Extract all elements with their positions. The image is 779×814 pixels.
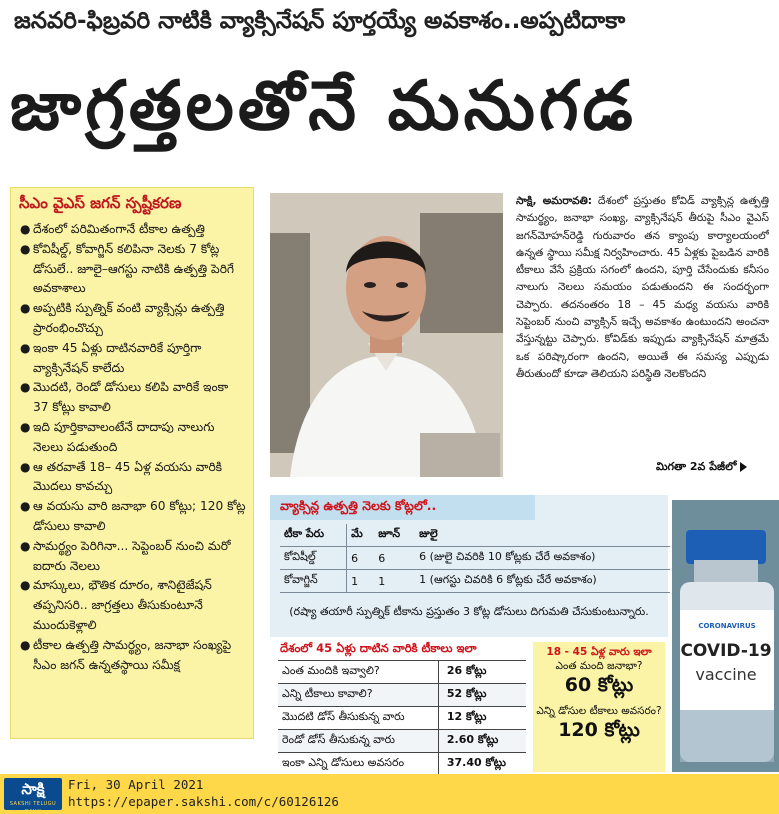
news-photo: [270, 193, 503, 477]
table-cell: 2.60 కోట్లు: [438, 730, 526, 753]
footer-date: Fri, 30 April 2021: [68, 777, 204, 792]
bullet-icon: ●: [20, 380, 31, 395]
vaccination-table: [278, 660, 526, 776]
bullet-icon: ●: [20, 301, 31, 316]
table-header: మే: [347, 524, 375, 547]
bullet-icon: ●: [20, 222, 31, 236]
production-table: [280, 524, 670, 593]
logo-subtext: SAKSHI TELUGU DAILY: [9, 801, 57, 814]
sakshi-logo[interactable]: [4, 778, 62, 814]
footer-bar: [0, 774, 779, 814]
vaccination-table-title: దేశంలో 45 ఏళ్లు దాటిన వారికి టీకాలు ఇలా: [280, 641, 477, 655]
table-cell: 37.40 కోట్లు: [438, 753, 526, 776]
table-header-row: [280, 524, 670, 547]
population-value: 60 కోట్లు: [564, 674, 634, 696]
list-item: ● మొదటి, రెండో డోసులు కలిపి వారికే ఇంకా 37 కోట్లు కావాలి: [20, 380, 229, 415]
age-group-title: 18 - 45 ఏళ్ల వారు ఇలా: [546, 646, 652, 658]
table-cell: కోవాగ్జిన్: [280, 570, 347, 593]
list-item: ● ఆ తరవాతే 18– 45 ఏళ్ల వయసు వారికి మొదలు కావచ్చు: [20, 459, 223, 494]
sidebar-list: [19, 220, 247, 675]
doses-question: ఎన్ని డోసుల టీకాలు అవసరం?: [536, 705, 662, 717]
bullet-icon: ●: [20, 340, 31, 355]
table-row: [280, 570, 670, 593]
bullet-icon: ●: [20, 499, 31, 514]
table-header: జూన్: [374, 524, 415, 547]
list-item: ● మాస్కులు, భౌతిక దూరం, శానిటైజేషన్ తప్పనిసరి.. జాగ్రత్తలు తీసుకుంటూనే ముందుకెళ్లాలి: [20, 578, 212, 632]
article-body: [516, 193, 769, 479]
table-row: [278, 753, 526, 776]
production-note: (రష్యా తయారీ స్పుత్నిక్ టీకాను ప్రస్తుతం 3 కోట్ల డోసులు దిగుమతి చేసుకుంటున్నారు.: [289, 605, 649, 618]
table-cell: 1: [347, 570, 375, 593]
table-cell: కోవిషీల్డ్: [280, 547, 347, 570]
footer-url-link[interactable]: https://epaper.sakshi.com/c/60126126: [68, 794, 339, 809]
table-cell: 1 (ఆగస్టు చివరికి 6 కోట్లకు చేరే అవకాశం): [415, 570, 670, 593]
sidebar-title: సీఎం వైఎస్ జగన్ స్పష్టీకరణ: [19, 194, 182, 212]
bullet-icon: ●: [20, 538, 31, 553]
table-header: జులై: [415, 524, 670, 547]
table-cell: 6: [374, 547, 415, 570]
kicker-headline: జనవరి-ఫిబ్రవరి నాటికి వ్యాక్సినేషన్ పూర్తయ్యే అవకాశం..అప్పటిదాకా: [14, 8, 626, 34]
list-item: ● కోవిషీల్డ్, కోవాగ్జిన్ కలిపినా నెలకు 7 కోట్ల డోసులే.. జూలై–ఆగస్టు నాటికి ఉత్పత్తి పెరిగే అవకాశాలు: [20, 241, 235, 296]
sidebar-box: [10, 187, 254, 739]
table-cell: 52 కోట్లు: [438, 684, 526, 707]
table-cell: 1: [374, 570, 415, 593]
article-lead: సాక్షి, అమరావతి:: [516, 195, 593, 207]
table-row: [278, 707, 526, 730]
vaccine-line2-text: vaccine: [695, 665, 757, 684]
list-item: ● అప్పటికి స్పుత్నిక్ వంటి వ్యాక్సిన్లు ఉత్పత్తి ప్రారంభించొచ్చు: [20, 301, 225, 335]
list-item: ● టీకాల ఉత్పత్తి సామర్థ్యం, జనాభా సంఖ్యపై సీఎం జగన్ ఉన్నతస్థాయి సమీక్ష: [20, 637, 232, 672]
table-cell: ఎంత మందికి ఇవ్వాలి?: [278, 661, 438, 684]
person-photo-illustration: [270, 193, 503, 477]
list-item: ● ఇంకా 45 ఏళ్లు దాటినవారికే పూర్తిగా వ్యాక్సినేషన్ కాలేదు: [20, 340, 202, 375]
article-text: దేశంలో ప్రస్తుతం కోవిడ్ వ్యాక్సిన్ల ఉత్పత్తి సామర్థ్యం, జనాభా సంఖ్య, వ్యాక్సినేషన్ తీరుపై సీఎం వైఎస్ జగన్‌మోహన్‌రెడ్డి గురువారం తన క్యాంపు కార్యాలయంలో ఉన్నత స్థాయి సమీక్ష నిర్వహించారు. 45 ఏళ్లకు పైబడిన వారికి టీకాలు వేసే ప్రక్రియ సగంలో ఉందని, పూర్తి చేసేందుకు కనీసం నాలుగు నెలలు సమయం పడుతుందని ఈ సందర్భంగా చెప్పారు. తదనంతరం 18 – 45 మధ్య వయసు వారికి సెప్టెంబర్ నుంచి వ్యాక్సిన్ ఇచ్చే అవకాశం ఉంటుందని అంచనా వేస్తున్నట్టు చెప్పారు. కోవిడ్‌కు ఇప్పుడు వ్యాక్సినేషన్ మాత్రమే ఒక పరిష్కారంగా ఉందని, అయితే ఈ సమస్య ఎప్పుడు తీరుతుందో కూడా తెలియని పరిస్థితి నెలకొందని: [516, 195, 769, 380]
list-item: ● ఇది పూర్తికావాలంటేనే దాదాపు నాలుగు నెలలు పడుతుంది: [20, 419, 215, 454]
production-table-title: వ్యాక్సిన్ల ఉత్పత్తి నెలకు కోట్లలో..: [270, 495, 535, 520]
bullet-icon: ●: [20, 419, 31, 434]
main-headline: జాగ్రత్తలతోనే మనుగడ: [10, 67, 637, 146]
bullet-icon: ●: [20, 578, 31, 593]
logo-text: సాక్షి: [21, 780, 45, 798]
age-group-box: [533, 642, 665, 772]
production-table-box: [270, 495, 668, 637]
list-item: ● దేశంలో పరిమితంగానే టీకాల ఉత్పత్తి: [19, 220, 247, 240]
table-header: టీకా పేరు: [280, 524, 347, 547]
table-row: [278, 661, 526, 684]
table-cell: 26 కోట్లు: [438, 661, 526, 684]
doses-value: 120 కోట్లు: [558, 719, 640, 741]
table-cell: రెండో డోస్ తీసుకున్న వారు: [278, 730, 438, 753]
continued-note: మిగతా 2వ పేజీలో: [656, 460, 747, 476]
table-cell: 12 కోట్లు: [438, 707, 526, 730]
table-row: [278, 730, 526, 753]
table-cell: ఇంకా ఎన్ని డోసులు అవసరం: [278, 753, 438, 776]
vaccine-vial-icon: [672, 500, 779, 772]
vaccine-vial-graphic: [672, 500, 779, 772]
list-item: ● ఆ వయసు వారి జనాభా 60 కోట్లు; 120 కోట్ల డోసులు కావాలి: [20, 499, 246, 533]
table-row: [280, 547, 670, 570]
bullet-icon: ●: [20, 459, 31, 474]
bullet-icon: ●: [20, 637, 31, 652]
bullet-icon: ●: [20, 241, 31, 256]
arrow-right-icon: [740, 462, 747, 472]
list-item: ● సామర్థ్యం పెరిగినా... సెప్టెంబర్ నుంచి మరో ఐదారు నెలలు: [20, 538, 231, 573]
population-question: ఎంత మంది జనాభా?: [555, 660, 643, 672]
vaccine-brand-text: CORONAVIRUS: [698, 622, 756, 630]
table-cell: 6: [347, 547, 375, 570]
vaccine-line1-text: COVID-19: [680, 641, 772, 661]
table-cell: ఎన్ని టీకాలు కావాలి?: [278, 684, 438, 707]
vaccination-table-box: [270, 637, 528, 771]
table-row: [278, 684, 526, 707]
table-cell: 6 (జులై చివరికి 10 కోట్లకు చేరే అవకాశం): [415, 547, 670, 570]
table-cell: మొదటి డోస్ తీసుకున్న వారు: [278, 707, 438, 730]
